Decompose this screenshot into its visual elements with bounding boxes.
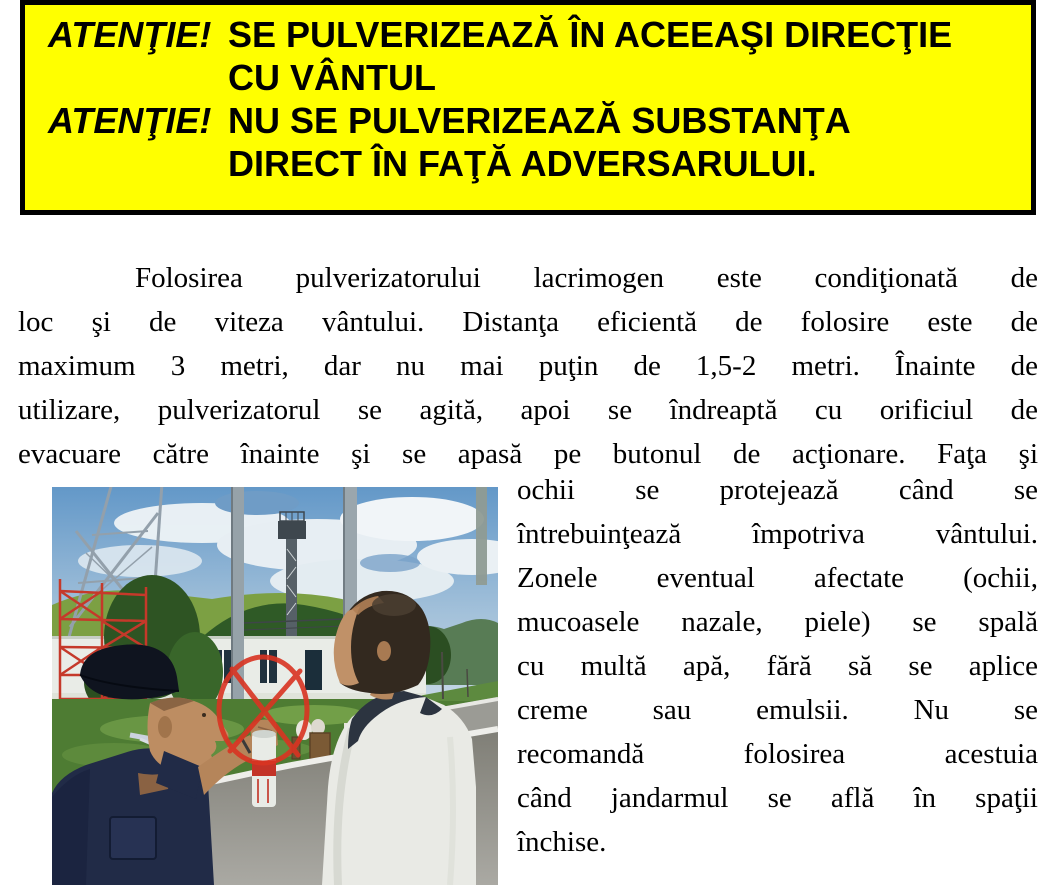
warning-row <box>48 99 1023 185</box>
paragraph-line: ochii se protejează când se <box>517 474 1038 506</box>
body-paragraph-top <box>18 256 1038 476</box>
paragraph-line: utilizare, pulverizatorul se agită, apoi se îndreaptă cu orificiul de <box>18 394 1038 426</box>
paragraph-line: când jandarmul se află în spaţii <box>517 782 1038 814</box>
spray-can <box>252 730 276 807</box>
warning-row <box>48 13 1023 99</box>
warning-text-line: DIRECT ÎN FAŢĂ ADVERSARULUI. <box>228 143 817 184</box>
photo-and-text-row <box>18 476 1038 885</box>
training-photo <box>52 487 498 885</box>
uniform-pocket <box>110 817 156 859</box>
warning-text-line: SE PULVERIZEAZĂ ÎN ACEEAŞI DIRECŢIE <box>228 14 953 55</box>
paragraph-line: închise. <box>517 826 607 858</box>
gendarme-eye <box>202 713 206 717</box>
body-paragraph-wrapped <box>517 468 1038 864</box>
paragraph-line: maximum 3 metri, dar nu mai puţin de 1,5-2 metri. Înainte de <box>18 350 1038 382</box>
paragraph-line: Folosirea pulverizatorului lacrimogen este condiţionată de <box>135 262 1038 294</box>
paragraph-line: Zonele eventual afectate (ochii, <box>517 562 1038 594</box>
warning-text-line: NU SE PULVERIZEAZĂ SUBSTANŢA <box>228 100 851 141</box>
warning-text-line: CU VÂNTUL <box>228 57 436 98</box>
paragraph-line: recomandă folosirea acestuia <box>517 738 1038 770</box>
warning-box <box>20 0 1036 215</box>
warning-text <box>228 13 1023 99</box>
paragraph-line: mucoasele nazale, piele) se spală <box>517 606 1038 638</box>
paragraph-line: evacuare către înainte şi se apasă pe butonul de acţionare. Faţa şi <box>18 438 1038 470</box>
paragraph-line: creme sau emulsii. Nu se <box>517 694 1038 726</box>
trainee-ear <box>377 641 391 661</box>
gendarme-ear <box>158 716 172 738</box>
paragraph-line: întrebuinţează împotriva vântului. <box>517 518 1038 550</box>
warning-label: ATENŢIE! <box>48 14 212 55</box>
training-photo-illustration <box>52 487 498 885</box>
paragraph-line: loc şi de viteza vântului. Distanţa eficientă de folosire este de <box>18 306 1038 338</box>
paragraph-line: cu multă apă, fără să se aplice <box>517 650 1038 682</box>
warning-text <box>228 99 1023 185</box>
warning-label: ATENŢIE! <box>48 100 212 141</box>
